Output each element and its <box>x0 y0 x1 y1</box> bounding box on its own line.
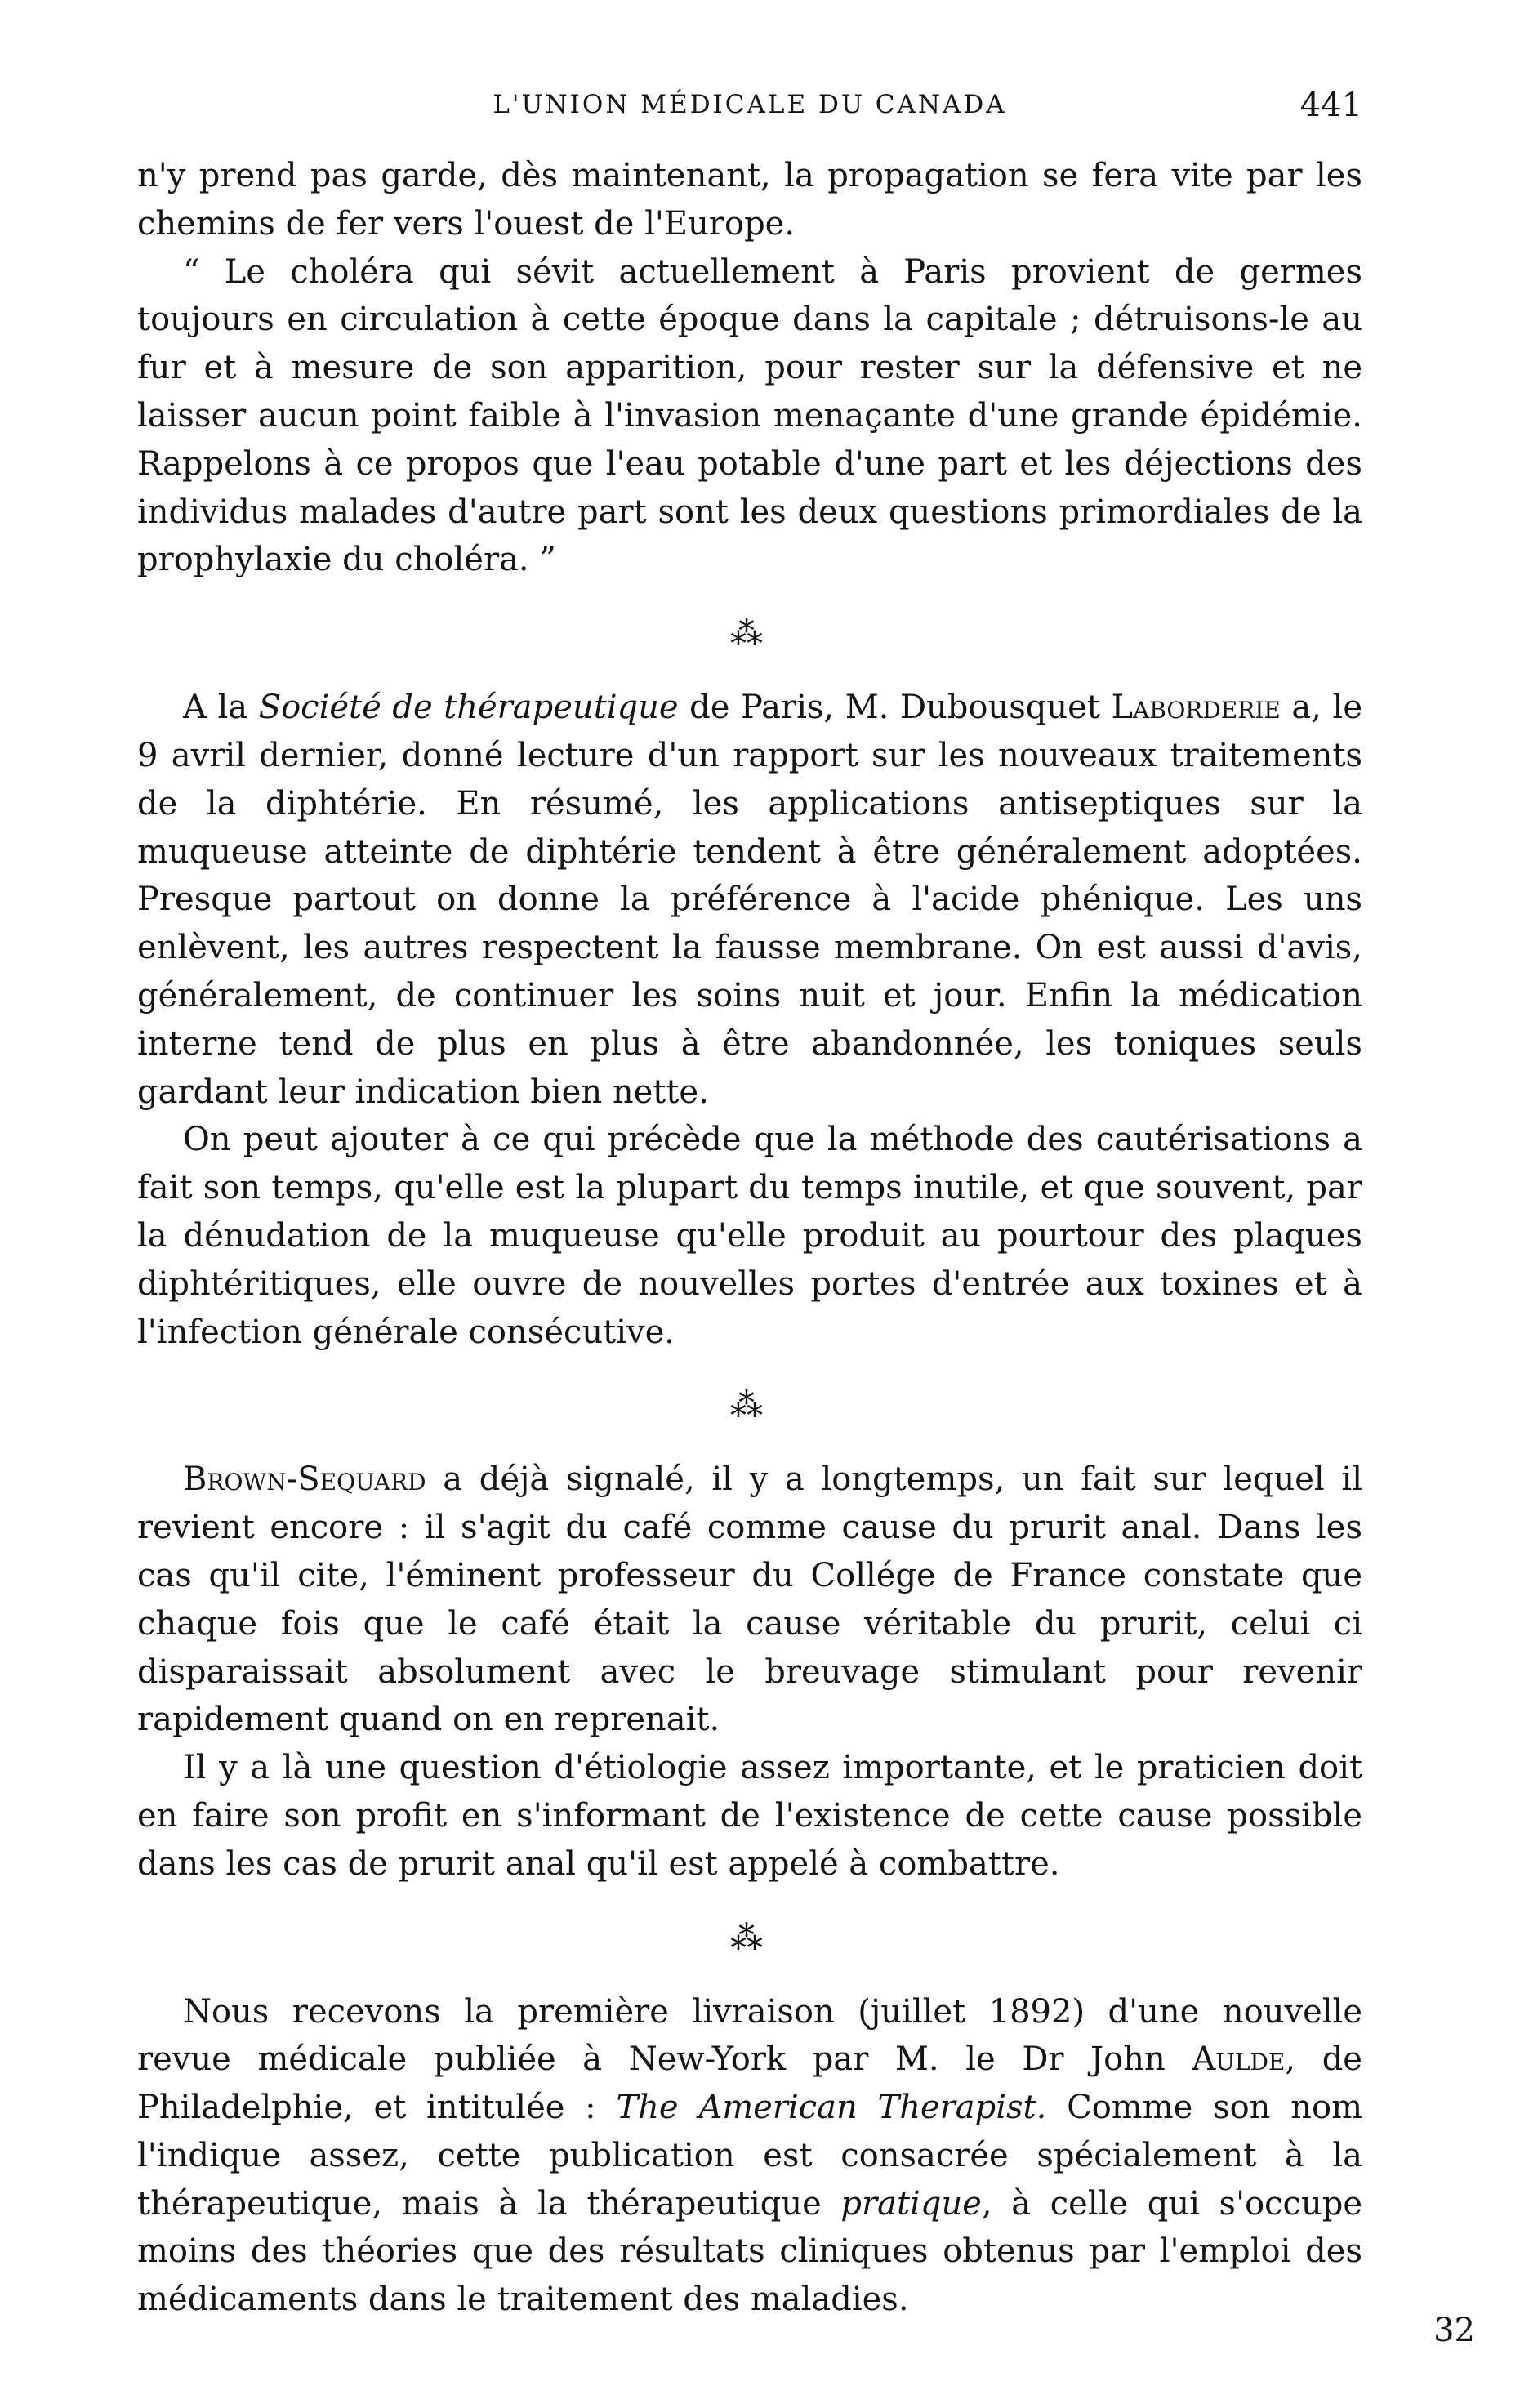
page <box>137 87 1362 2324</box>
section-separator: ⁂ <box>730 1919 769 1957</box>
society-name: Société de thérapeutique <box>258 689 679 727</box>
running-title: L'UNION MÉDICALE DU CANADA <box>493 90 1007 119</box>
paragraph: n'y prend pas garde, dès maintenant, la propagation se fera vite par les chemins de fer vers l'ouest de l'Europe. <box>137 157 1362 243</box>
author-name: Aulde <box>1192 2040 1286 2079</box>
page-header <box>137 87 1362 131</box>
paragraph: On peut ajouter à ce qui précède que la méthode des cautérisations a fait son temps, qu'elle est la plupart du temps inutile, et que souvent, par la dénudation de la muqueuse qu'elle produit au pourtour des plaques diphtéritiques, elle ouvre de nouvelles portes d'entrée aux toxines et à l'infection générale consécutive. <box>137 1121 1362 1351</box>
author-name: Laborderie <box>1111 689 1281 727</box>
text-run: A la <box>183 689 259 727</box>
journal-title: The American Therapist. <box>616 2089 1047 2127</box>
paragraph <box>137 684 1362 1116</box>
quoted-paragraph: “ Le choléra qui sévit actuellement à Paris provient de germes toujours en circulation à cette époque dans la capitale ; détruisons-le au fur et à mesure de son apparition, pour rester sur la défensive et ne laisser aucun point faible à l'invasion menaçante d'une grande épidémie. Rappelons à ce propos que l'eau potable d'une part et les déjections des individus malades d'autre part sont les deux questions primordiales de la prophylaxie du choléra. ” <box>137 252 1362 579</box>
paragraph <box>137 1988 1362 2325</box>
text-run: de Paris, M. Dubousquet <box>678 689 1112 727</box>
text-run: a déjà signalé, il y a longtemps, un fait sur lequel il revient encore : il s'agit du café comme cause du prurit anal. Dans les cas qu'il cite, l'éminent professeur du Collége de France constate que chaque fois que le café était la cause véritable du prurit, celui ci disparaissait absolument avec le breuvage stimulant pour revenir rapidement quand on en reprenait. <box>137 1460 1362 1739</box>
text-run: Nous recevons la première livraison (juillet 1892) d'une nouvelle revue médicale publiée à New-York par M. le Dr John <box>137 1992 1362 2079</box>
text-run: Comme son nom l'indique assez, cette publication est consacrée spécialement à la thérapeutique, mais à la thérapeutique <box>137 2089 1362 2223</box>
author-name: Brown-Sequard <box>183 1460 426 1499</box>
section-separator: ⁂ <box>730 1387 769 1425</box>
text-run: , à celle qui s'occupe moins des théories que des résultats cliniques obtenus par l'emploi des médicaments dans le traitement des maladies. <box>137 2184 1362 2319</box>
text-run: a, le 9 avril dernier, donné lecture d'un rapport sur les nouveaux traitements de la diphtérie. En résumé, les applications antiseptiques sur la muqueuse atteinte de diphtérie tendent à être généralement adoptées. Presque partout on donne la préférence à l'acide phénique. Les uns enlèvent, les autres respectent la fausse membrane. On est aussi d'avis, généralement, de continuer les soins nuit et jour. Enfin la médication interne tend de plus en plus à être abandonnée, les toniques seuls gardant leur indication bien nette. <box>137 689 1362 1111</box>
section-separator: ⁂ <box>730 615 769 653</box>
signature-mark: 32 <box>1433 2312 1475 2349</box>
paragraph: Il y a là une question d'étiologie assez importante, et le praticien doit en faire son profit en s'informant de l'existence de cette cause possible dans les cas de prurit anal qu'il est appelé à combattre. <box>137 1749 1362 1883</box>
paragraph <box>137 1456 1362 1744</box>
page-number: 441 <box>1299 87 1362 124</box>
emphasis: pratique <box>840 2184 982 2223</box>
body-text <box>137 152 1362 2324</box>
text-run: , de Philadelphie, et intitulée : <box>137 2040 1362 2127</box>
